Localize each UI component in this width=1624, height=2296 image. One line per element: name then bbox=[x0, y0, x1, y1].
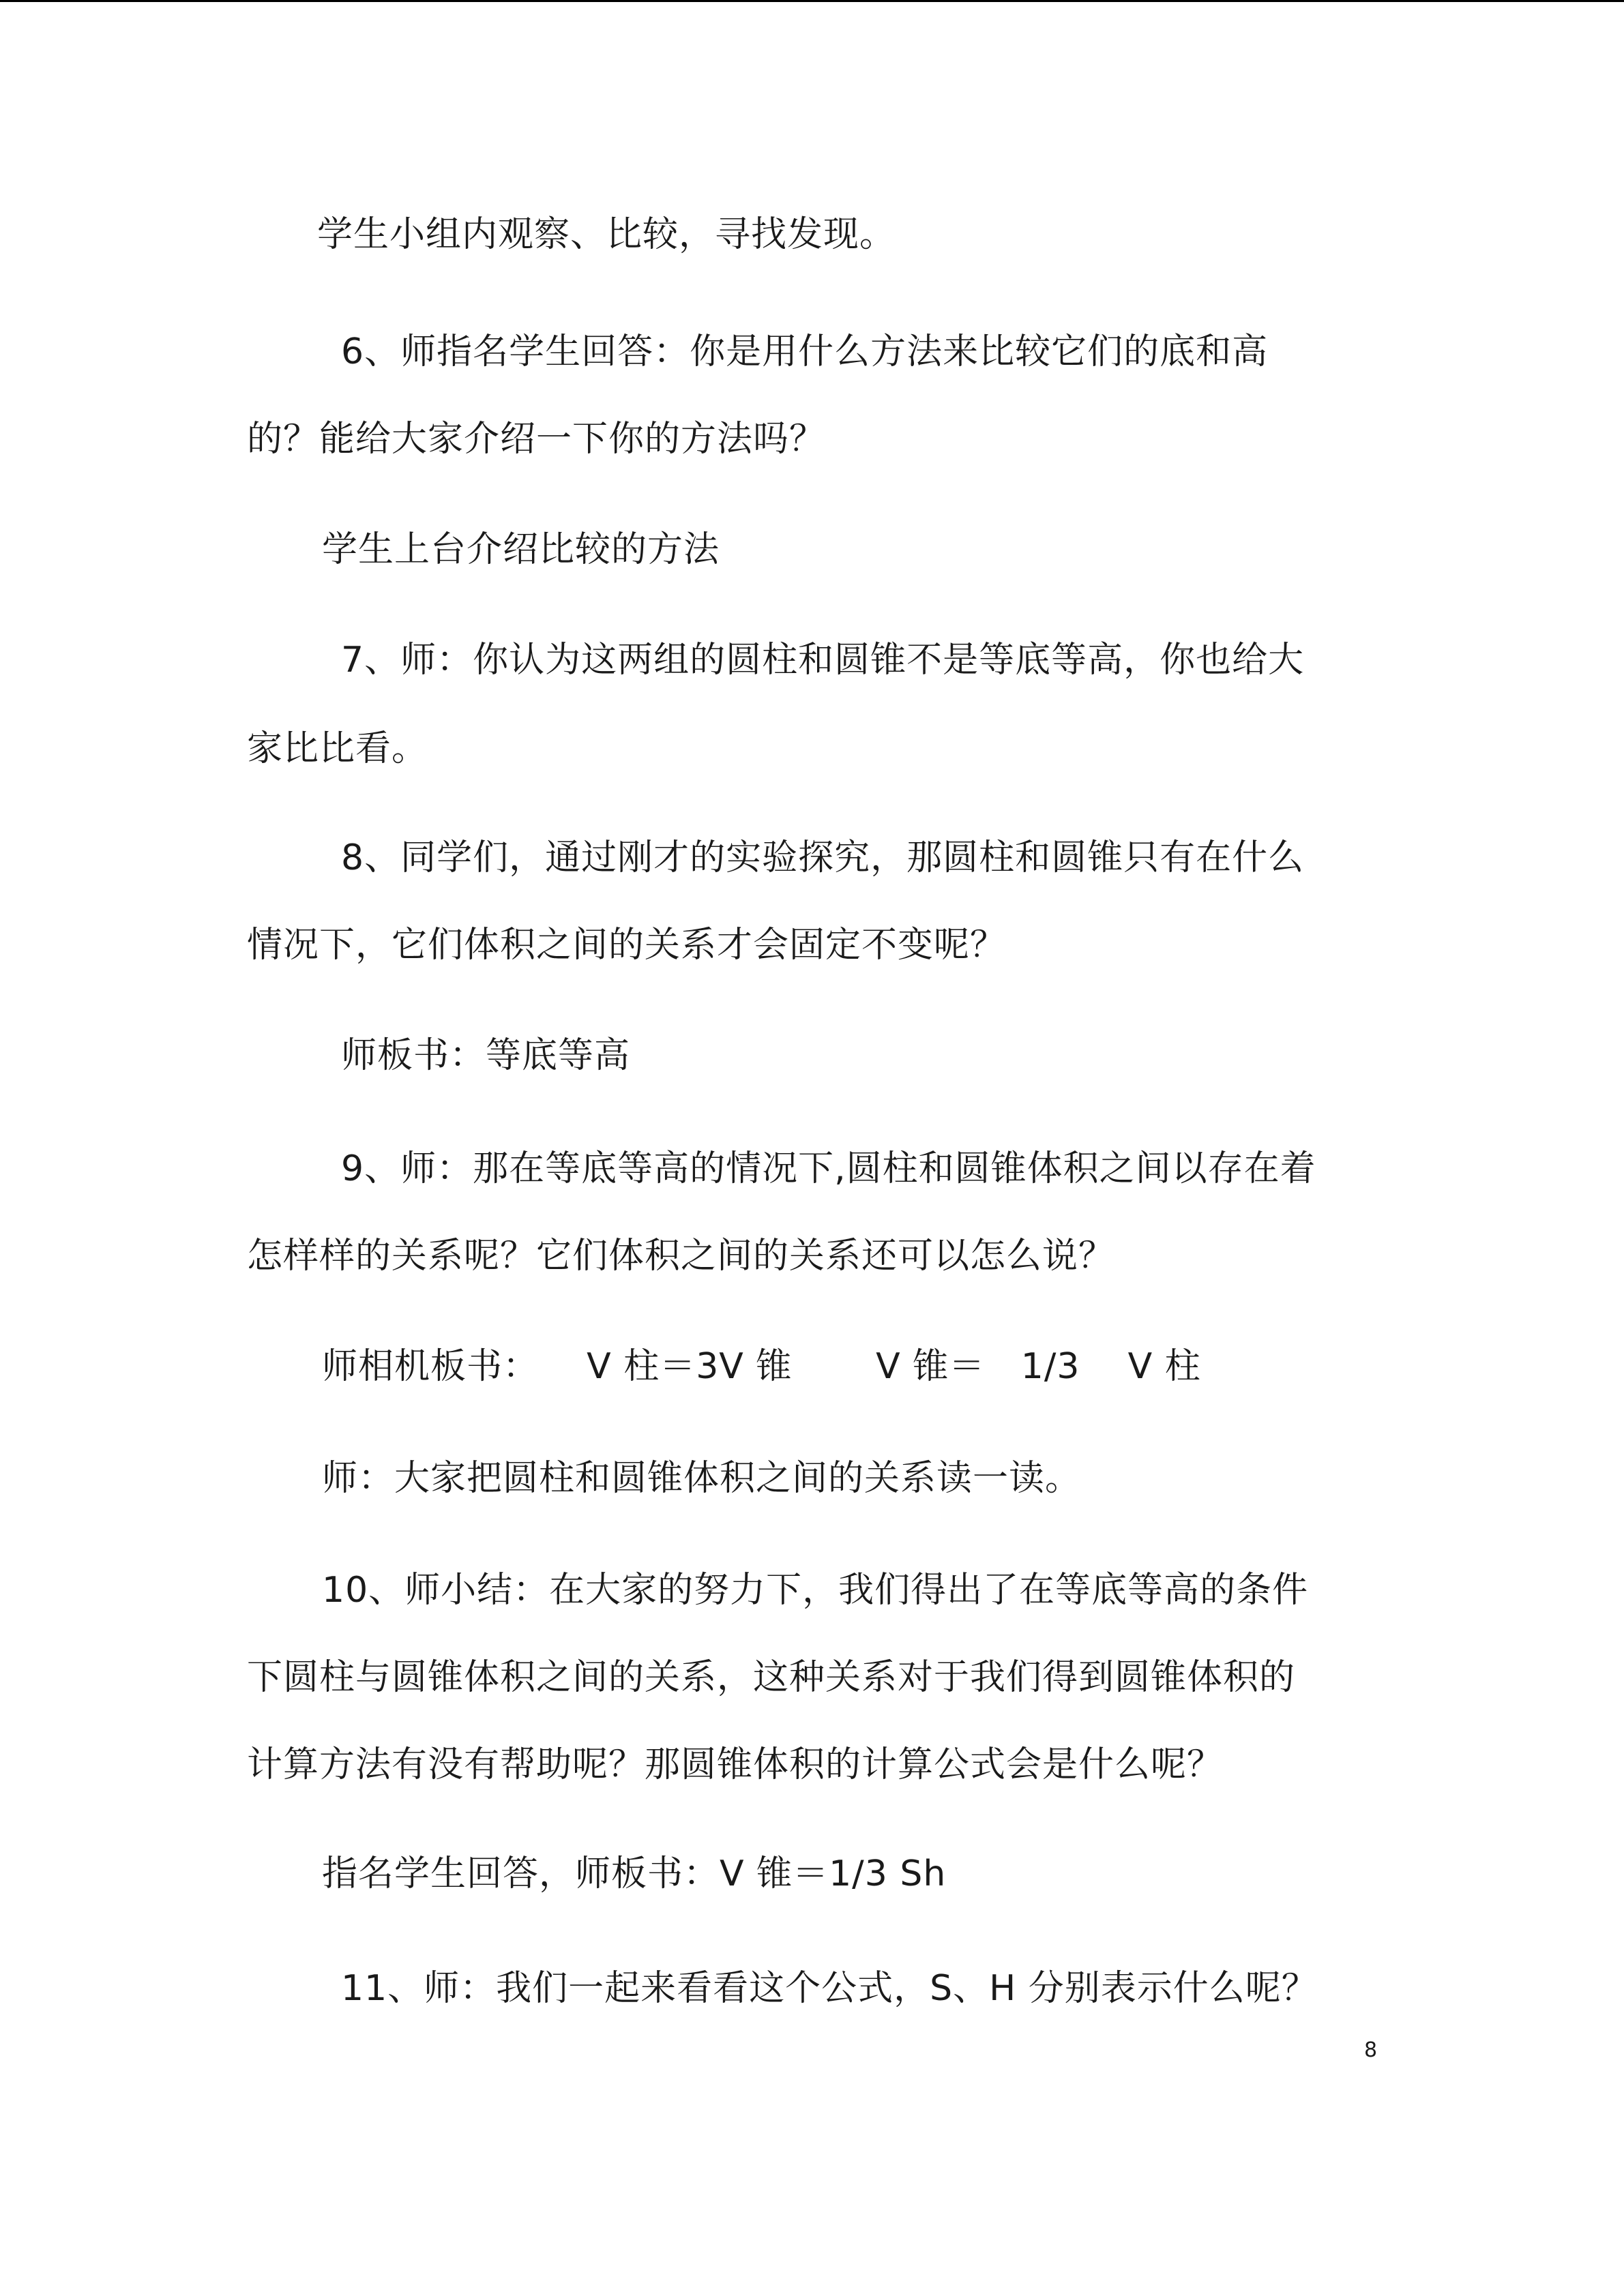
paragraph-line: 7、师：你认为这两组的圆柱和圆锥不是等底等高，你也给大 bbox=[341, 640, 1305, 681]
paragraph-line: 学生上台介绍比较的方法 bbox=[322, 529, 720, 570]
paragraph-line: 学生小组内观察、比较，寻找发现。 bbox=[317, 214, 896, 255]
paragraph-line: 下圆柱与圆锥体积之间的关系，这种关系对于我们得到圆锥体积的 bbox=[247, 1657, 1296, 1698]
paragraph-line: 6、师指名学生回答：你是用什么方法来比较它们的底和高 bbox=[341, 331, 1269, 372]
paragraph-line: 家比比看。 bbox=[247, 728, 428, 769]
paragraph-line: 怎样样的关系呢？它们体积之间的关系还可以怎么说？ bbox=[247, 1236, 1115, 1277]
board-formula-line: 师相机板书： V 柱＝3V 锥 V 锥＝ 1/3 V 柱 bbox=[322, 1346, 1201, 1387]
paragraph-line: 的？能给大家介绍一下你的方法吗？ bbox=[247, 419, 826, 460]
paragraph-line: 师：大家把圆柱和圆锥体积之间的关系读一读。 bbox=[322, 1458, 1082, 1499]
paragraph-line: 计算方法有没有帮助呢？那圆锥体积的计算公式会是什么呢？ bbox=[247, 1744, 1224, 1785]
paragraph-line: 10、师小结：在大家的努力下，我们得出了在等底等高的条件 bbox=[322, 1570, 1309, 1611]
page-top-border bbox=[0, 0, 1624, 2]
board-formula-line: 指名学生回答，师板书：V 锥＝1/3 Sh bbox=[322, 1853, 947, 1894]
board-note: 师板书：等底等高 bbox=[341, 1035, 631, 1076]
page-number: 8 bbox=[1364, 2038, 1378, 2062]
paragraph-line: 8、同学们，通过刚才的实验探究，那圆柱和圆锥只有在什么 bbox=[341, 837, 1305, 878]
paragraph-line: 9、师：那在等底等高的情况下,圆柱和圆锥体积之间以存在着 bbox=[341, 1148, 1316, 1189]
paragraph-line: 情况下，它们体积之间的关系才会固定不变呢？ bbox=[247, 925, 1007, 966]
paragraph-line: 11、师：我们一起来看看这个公式，S、H 分别表示什么呢？ bbox=[341, 1968, 1318, 2009]
